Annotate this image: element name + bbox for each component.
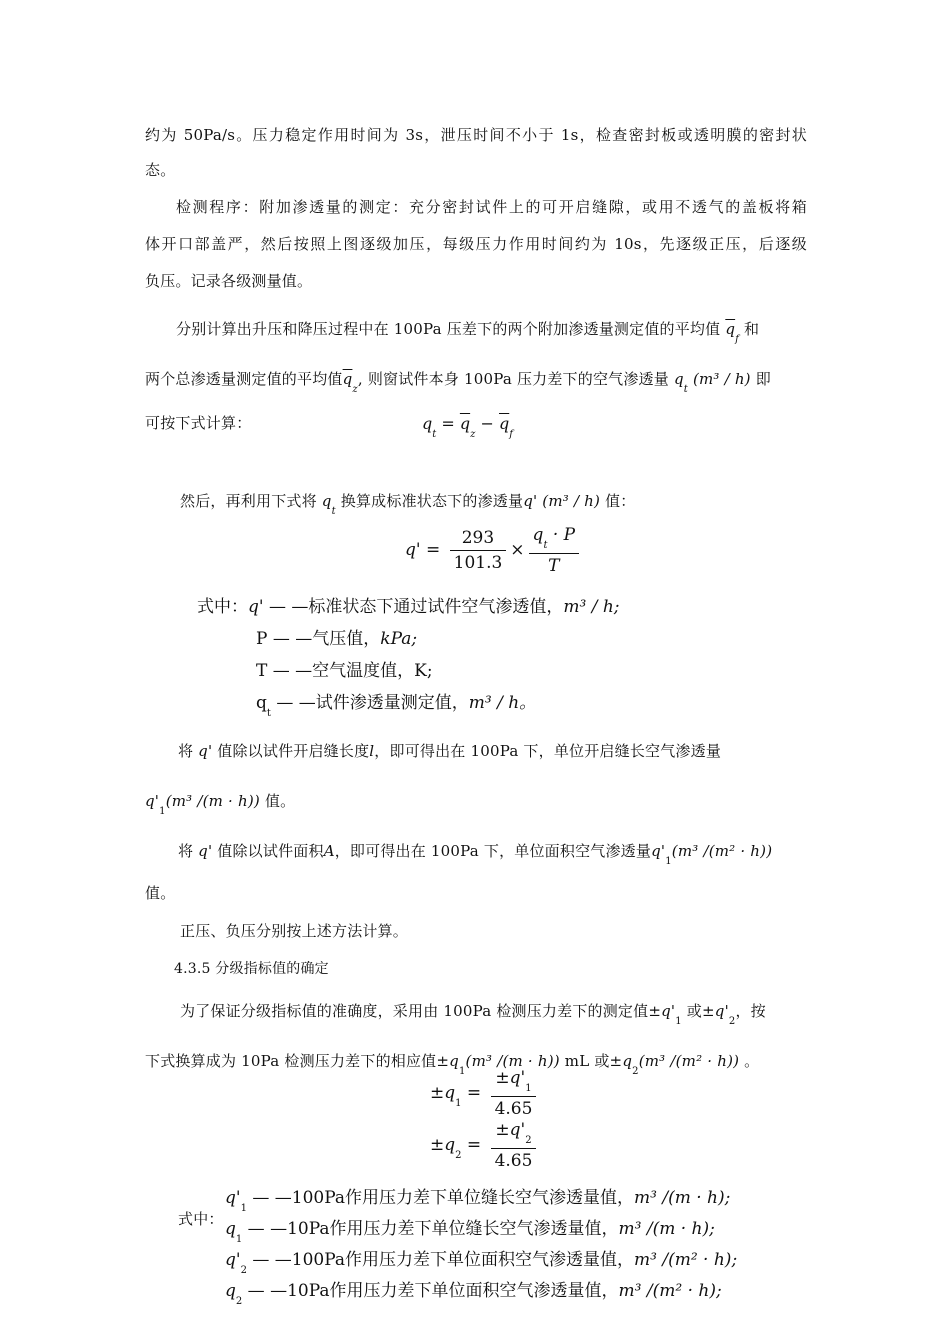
subscript: 1: [665, 856, 672, 867]
operator: =: [425, 540, 441, 560]
paragraph-line: [145, 790, 295, 823]
symbol: $\overline{q}$: [459, 414, 471, 433]
text-run: 或: [686, 1002, 702, 1020]
legend-text: — —试件渗透量测定值，: [276, 693, 469, 713]
symbol-q: q: [321, 492, 332, 510]
symbol: q: [256, 693, 267, 713]
symbol-q-prime: q': [651, 842, 666, 860]
text-run: mL 或: [564, 1052, 610, 1070]
numerator: 293: [450, 528, 507, 551]
subscript: t: [432, 429, 437, 440]
symbol: q: [444, 1083, 456, 1103]
text-run: 即: [755, 370, 771, 388]
symbol: q: [532, 525, 544, 545]
unit: (m³ /(m · h)): [165, 792, 260, 810]
symbol: q': [509, 1068, 526, 1088]
subscript: t: [543, 540, 548, 551]
legend-row: [256, 656, 433, 686]
text-run: 换算成标准状态下的渗透量: [340, 492, 524, 510]
formula-q-prime: [405, 525, 583, 576]
paragraph-line: [180, 490, 635, 523]
symbol: q': [661, 1002, 676, 1020]
paragraph-line: [178, 840, 772, 873]
paragraph-line: 体开口部盖严，然后按照上图逐级加压，每级压力作用时间约为 10s，先逐级正压，后逐级: [145, 235, 807, 253]
subscript: t: [683, 384, 688, 395]
paragraph-line: 态。: [145, 161, 176, 179]
unit: (m³ /(m² · h)): [638, 1052, 740, 1070]
denominator: 4.65: [494, 1099, 533, 1119]
legend-text: — —100Pa作用压力差下单位面积空气渗透量值，: [252, 1250, 635, 1270]
operator: ±: [436, 1052, 450, 1070]
paragraph-line: 可按下式计算：: [145, 414, 252, 432]
text-run: 和: [744, 320, 760, 338]
symbol: q': [248, 597, 264, 617]
paragraph-line: 正压、负压分别按上述方法计算。: [180, 922, 409, 940]
symbol-q-bar: $\overline{q}$: [725, 320, 736, 338]
operator: ±: [495, 1068, 510, 1088]
symbol-q-prime: q': [198, 742, 213, 760]
symbol: · P: [552, 525, 576, 545]
fraction-qtP-T: [529, 525, 580, 576]
text-run: 将: [178, 842, 194, 860]
legend-text: — —空气温度值，K;: [272, 661, 433, 681]
paragraph-line: [145, 368, 771, 401]
fraction-293: [450, 528, 507, 573]
subscript: 1: [240, 1203, 247, 1214]
text-run: 然后，再利用下式将: [180, 492, 317, 510]
symbol: q: [225, 1281, 236, 1301]
subscript: 2: [632, 1066, 639, 1077]
denominator: 4.65: [494, 1151, 533, 1171]
legend-prefix: 式中：: [178, 1210, 224, 1228]
subscript: z: [352, 384, 358, 395]
unit: m³ /(m² · h);: [618, 1281, 722, 1301]
legend-text: — —100Pa作用压力差下单位缝长空气渗透量值，: [252, 1188, 635, 1208]
legend-text: — —10Pa作用压力差下单位面积空气渗透量值，: [247, 1281, 619, 1301]
legend-text: — —气压值，: [272, 629, 381, 649]
symbol: q': [509, 1120, 526, 1140]
text-run: 值除以试件开启缝长度: [217, 742, 370, 760]
unit: (m³ / h): [542, 492, 601, 510]
operator: −: [480, 414, 494, 433]
denominator: 101.3: [453, 553, 503, 573]
text-run: ，按: [735, 1002, 766, 1020]
section-heading: 4.3.5 分级指标值的确定: [174, 961, 329, 977]
subscript: f: [735, 334, 740, 345]
paragraph-line: 负压。记录各级测量值。: [145, 272, 313, 290]
unit: m³ / h;: [563, 597, 620, 617]
operator: =: [466, 1083, 482, 1103]
legend-text: — —标准状态下通过试件空气渗透值，: [268, 597, 564, 617]
text-run: 下式换算成为 10Pa 检测压力差下的相应值: [145, 1052, 437, 1070]
subscript: 1: [235, 1234, 243, 1245]
symbol: T: [256, 661, 268, 681]
subscript: 2: [525, 1135, 532, 1146]
text-run: 值。: [264, 792, 296, 810]
operator: ±: [495, 1120, 510, 1140]
symbol-q-prime: q': [145, 792, 160, 810]
text-run: 值：: [605, 492, 636, 510]
legend-prefix: 式中：: [197, 597, 248, 617]
unit: (m³ /(m² · h)): [671, 842, 773, 860]
subscript: f: [509, 429, 513, 440]
subscript: 1: [455, 1098, 462, 1109]
symbol: q: [422, 414, 433, 433]
unit: m³ / h。: [468, 693, 537, 713]
operator: ±: [609, 1052, 623, 1070]
numerator: [491, 1120, 537, 1149]
text-run: , 则窗试件本身 100Pa 压力差下的空气渗透量: [357, 370, 669, 388]
operator: ±: [702, 1002, 715, 1020]
subscript: 1: [675, 1016, 682, 1027]
text-run: ，即可得出在 100Pa 下，单位面积空气渗透量: [334, 842, 652, 860]
symbol: q: [449, 1052, 459, 1070]
subscript: z: [470, 429, 476, 440]
numerator: [491, 1068, 537, 1097]
paragraph-line: [180, 1000, 807, 1033]
text-run: 值除以试件面积: [217, 842, 324, 860]
subscript: 1: [458, 1066, 466, 1077]
symbol-q-prime: q': [523, 492, 538, 510]
operator: ±: [430, 1135, 445, 1155]
unit: (m³ / h): [692, 370, 751, 388]
operator: =: [466, 1135, 482, 1155]
subscript: 1: [159, 806, 166, 817]
text-run: 。: [744, 1052, 760, 1070]
subscript: 2: [240, 1265, 247, 1276]
subscript: 2: [728, 1016, 736, 1027]
formula-q1: [430, 1068, 540, 1119]
legend-row: [256, 624, 417, 654]
symbol: q: [622, 1052, 633, 1070]
formula-q2: [430, 1120, 540, 1171]
symbol-q-prime: q': [198, 842, 213, 860]
text-run: 分别计算出升压和降压过程中在 100Pa 压差下的两个附加渗透量测定值的平均值: [176, 320, 721, 338]
subscript: 2: [235, 1296, 243, 1307]
paragraph-line: 值。: [145, 884, 176, 902]
symbol: P: [256, 629, 268, 649]
unit: m³ /(m² · h);: [634, 1250, 738, 1270]
operator: ±: [648, 1002, 662, 1020]
symbol: q': [225, 1188, 241, 1208]
paragraph-line: [176, 318, 759, 351]
symbol: q: [444, 1135, 456, 1155]
legend-text: — —10Pa作用压力差下单位缝长空气渗透量值，: [247, 1219, 619, 1239]
legend-row: [256, 688, 536, 729]
legend-row: [197, 592, 620, 622]
numerator: [529, 525, 580, 554]
operator: ±: [430, 1083, 445, 1103]
operator: =: [441, 414, 455, 433]
legend-row: [225, 1276, 722, 1317]
operator: ×: [510, 540, 525, 560]
subscript: t: [266, 708, 271, 719]
unit: m³ /(m · h);: [618, 1219, 715, 1239]
symbol: q': [405, 540, 421, 560]
unit: kPa;: [380, 629, 418, 649]
fraction: [491, 1120, 537, 1171]
subscript: 1: [525, 1083, 532, 1094]
fraction: [491, 1068, 537, 1119]
formula-qt: [422, 414, 513, 440]
symbol-l: l: [369, 742, 375, 760]
paragraph-line: 约为 50Pa/s。压力稳定作用时间为 3s，泄压时间不小于 1s，检查密封板或透明膜的密封状: [145, 126, 807, 144]
symbol-A: A: [323, 842, 335, 860]
text-run: 两个总渗透量测定值的平均值: [145, 370, 343, 388]
symbol: $\overline{q}$: [499, 414, 510, 433]
unit: m³ /(m · h);: [634, 1188, 731, 1208]
unit: (m³ /(m · h)): [465, 1052, 560, 1070]
symbol: q: [225, 1219, 236, 1239]
subscript: t: [331, 506, 336, 517]
symbol: q': [714, 1002, 729, 1020]
text-run: ，即可得出在 100Pa 下，单位开启缝长空气渗透量: [374, 742, 722, 760]
paragraph-line: 检测程序：附加渗透量的测定：充分密封试件上的可开启缝隙，或用不透气的盖板将箱: [176, 198, 807, 216]
text-run: 将: [178, 742, 194, 760]
subscript: 2: [455, 1150, 462, 1161]
symbol: q': [225, 1250, 241, 1270]
symbol-q: q: [673, 370, 684, 388]
paragraph-line: [178, 740, 807, 762]
denominator: T: [548, 556, 560, 576]
symbol-q-bar: $\overline{q}$: [342, 370, 353, 388]
text-run: 为了保证分级指标值的准确度，采用由 100Pa 检测压力差下的测定值: [180, 1002, 649, 1020]
